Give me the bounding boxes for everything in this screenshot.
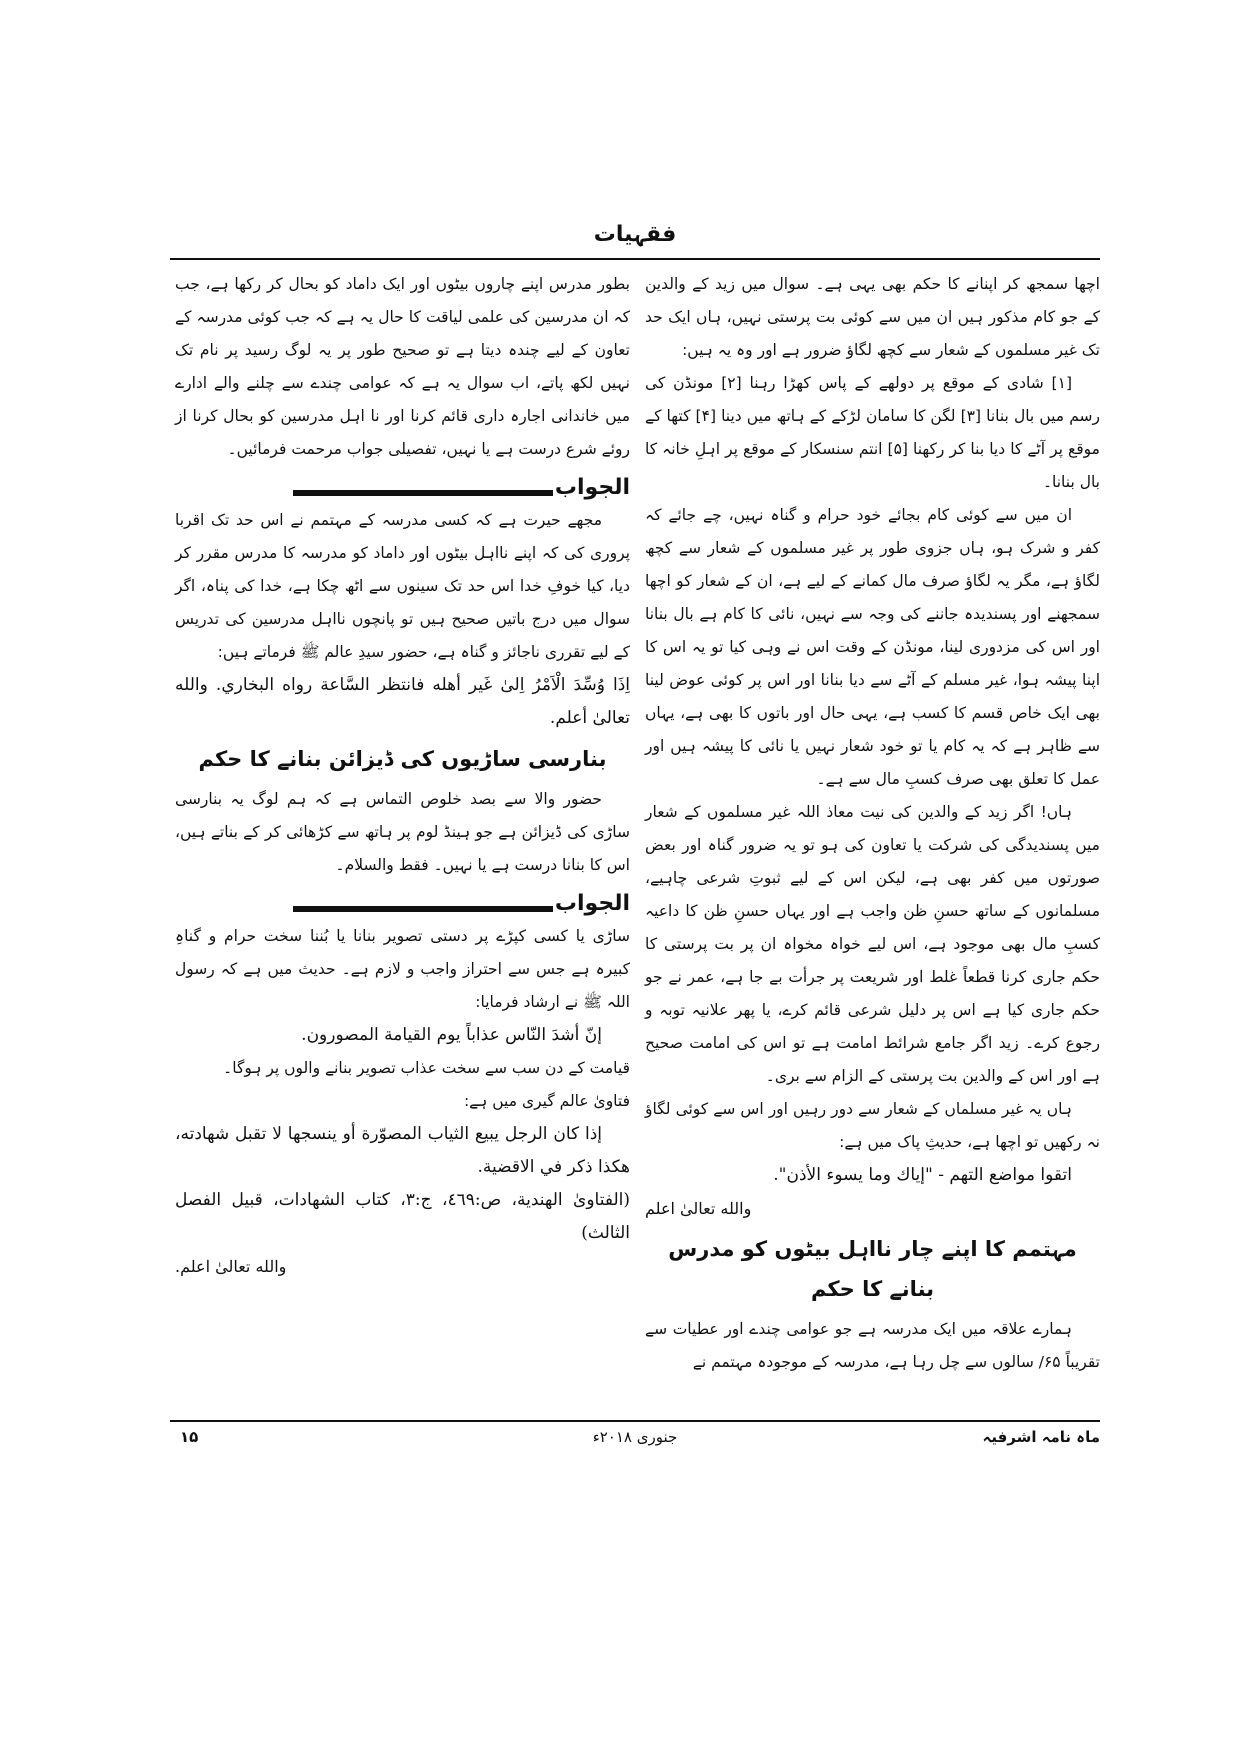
answer-paragraph: مجھے حیرت ہے کہ کسی مدرسہ کے مہتمم نے اس حد تک اقربا پروری کی کہ اپنے نااہل بیٹوں اور داماد کو مدرسہ کا مدرس مقرر کر دیا، کیا خوفِ خدا اس حد تک سینوں سے اٹھ چکا ہے، خدا کی پناہ، اگر سوال میں درج باتیں صحیح ہیں تو پانچوں نااہل مدرسین کی تدریس کے لیے تقرری ناجائز و گناہ ہے، حضور سیدِ عالم ﷺ فرماتے ہیں: (175, 511, 630, 661)
signoff: والله تعالىٰ اعلم. (175, 1257, 287, 1276)
footer-rule (170, 1420, 1100, 1422)
answer-heading (175, 470, 630, 504)
page-footer (170, 1428, 1100, 1458)
paragraph: [۱] شادی کے موقع پر دولھے کے پاس کھڑا رہنا [۲] مونڈن کی رسم میں بال بنانا [۳] لگن کا سامان لڑکے کے ہاتھ میں دینا [۴] کتھا کے موقع پر آٹے کا دیا بنا کر رکھنا [۵] انتم سنسکار کے موقع پر اہلِ خانہ کا بال بنانا۔ (645, 374, 1100, 491)
answer-label: الجواب (554, 891, 630, 916)
answer-rule (293, 490, 553, 496)
page-number: ۱۵ (180, 1428, 199, 1446)
question-paragraph: حضور والا سے بصد خلوص التماس ہے کہ ہم لوگ یہ بنارسی ساڑی کی ڈیزائن ہے جو ہینڈ لوم پر ہاتھ سے کڑھائی کر کے بناتے ہیں، اس کا بنانا درست ہے یا نہیں۔ فقط والسلام۔ (175, 790, 630, 874)
answer-heading (175, 886, 630, 920)
citation: (الفتاویٰ الهندية، ص:٤٦٩، ج:٣، كتاب الشهادات، قبيل الفصل الثالث) (175, 1190, 631, 1243)
paragraph: ان میں سے کوئی کام بجائے خود حرام و گناہ نہیں، چے جائے کہ کفر و شرک ہو، ہاں جزوی طور پر غیر مسلموں کے شعار سے کچھ لگاؤ ہے، مگر یہ لگاؤ صرف مال کمانے کے لیے ہے، ان کے شعار کو اچھا سمجھنے اور پسندیدہ جاننے کی وجہ سے نہیں، نائی کا کام ہے بال بنانا اور اس کی مزدوری لینا، مونڈن کے وقت اس نے وہی کیا تو یہ اس کا اپنا پیشہ ہوا، غیر مسلم کے آٹے سے دیا بنانا اور اس پر کوئی عوض لینا بھی ایک خاص قسم کا کسب ہے، یہی حال اور باتوں کا بھی ہے، یہاں سے ظاہر ہے کہ یہ کام یا تو خود شعار نہیں یا نائی کا پیشہ ہیں اور عمل کا تعلق بھی صرف کسبِ مال سے ہے۔ (645, 506, 1100, 788)
fatawa-intro: فتاویٰ عالم گیری میں ہے: (463, 1092, 630, 1110)
topic-title: مہتمم کا اپنے چار نااہل بیٹوں کو مدرس بنانے کا حکم (668, 1237, 1077, 1301)
section-title: فقہیات (593, 222, 677, 247)
arabic-fatawa: إذا كان الرجل يبيع الثياب المصوّرة أو ينسجها لا تقبل شهادته، هكذا ذكر في الاقضية. (175, 1124, 630, 1177)
page-header (170, 220, 1100, 260)
paragraph: اچھا سمجھ کر اپنانے کا حکم بھی یہی ہے۔ سوال میں زید کے والدین کے جو کام مذکور ہیں ان میں سے کوئی بت پرستی نہیں، ہاں ایک حد تک غیر مسلموں کے شعار سے کچھ لگاؤ ضرور ہے اور وہ یہ ہیں: (645, 275, 1100, 359)
signoff: والله تعالىٰ اعلم (645, 1199, 752, 1218)
arabic-hadith: اِذَا وُسِّدَ الْاَمْرُ اِلیٰ غَیر أهله فانتظر السَّاعة رواه البخاري. والله تعالىٰ أعلم. (175, 675, 630, 728)
issue-date: جنوری ۲۰۱۸ء (592, 1428, 678, 1446)
right-column (645, 268, 1100, 1379)
translation: قیامت کے دن سب سے سخت عذاب تصویر بنانے والوں پر ہوگا۔ (223, 1059, 630, 1077)
question-paragraph: ہمارے علاقہ میں ایک مدرسہ ہے جو عوامی چندے اور عطیات سے تقریباً ۶۵/ سالوں سے چل رہا ہے، مدرسہ کے موجودہ مہتمم نے (645, 1320, 1100, 1371)
hadith-quote: اتقوا مواضع التهم - "إياك وما يسوء الأذن". (773, 1165, 1072, 1185)
answer-paragraph: ساڑی یا کسی کپڑے پر دستی تصویر بنانا یا بُننا سخت حرام و گناہِ کبیرہ ہے جس سے احتراز واجب و لازم ہے۔ حدیث میں ہے کہ رسول اللہ ﷺ نے ارشاد فرمایا: (175, 927, 630, 1011)
magazine-name: ماہ نامہ اشرفیہ (982, 1428, 1100, 1446)
paragraph: ہاں! اگر زید کے والدین کی نیت معاذ اللہ غیر مسلموں کے شعار میں پسندیدگی کی شرکت یا تعاون کی ہو تو یہ ضرور گناہ اور بعض صورتوں میں کفر بھی ہے، لیکن اس کے لیے ثبوتِ شرعی چاہیے، مسلمانوں کے ساتھ حسنِ ظن واجب ہے اور یہاں حسنِ ظن کا داعیہ کسبِ مال بھی موجود ہے، اس لیے خواہ مخواہ ان پر بت پرستی کا حکم جاری کرنا قطعاً غلط اور شریعت پر جرأت بے جا ہے، عمر نے جو حکم جاری کیا ہے اس پر دلیل شرعی قائم کرے، یا پھر علانیہ توبہ و رجوع کرے۔ زید اگر جامع شرائط امامت ہے تو اس کی امامت صحیح ہے اور اس کے والدین بت پرستی کے الزام سے بری۔ (645, 803, 1100, 1085)
left-column (175, 268, 630, 1283)
answer-rule (293, 906, 553, 912)
arabic-hadith: إنّ أشدَ النّاس عذاباً يوم القيامة المصورون. (301, 1025, 602, 1045)
paragraph: ہاں یہ غیر مسلماں کے شعار سے دور رہیں اور اس سے کوئی لگاؤ نہ رکھیں تو اچھا ہے، حدیثِ پاک میں ہے: (645, 1100, 1100, 1151)
topic-title: بنارسی ساڑیوں کی ڈیزائن بنانے کا حکم (198, 747, 607, 771)
question-paragraph: بطور مدرس اپنے چاروں بیٹوں اور ایک داماد کو بحال کر رکھا ہے، جب کہ ان مدرسین کی علمی لیاقت کا حال یہ ہے کہ جب کوئی مدرسہ کے تعاون کے لیے چندہ دیتا ہے تو صحیح طور پر یہ لوگ رسید پر نام تک نہیں لکھ پاتے، اب سوال یہ ہے کہ عوامی چندے سے چلنے والے ادارے میں خاندانی اجارہ داری قائم کرنا اور نا اہل مدرسین کو بحال کرنا از روئے شرع درست ہے یا نہیں، تفصیلی جواب مرحمت فرمائیں۔ (175, 275, 630, 458)
header-rule (170, 258, 1100, 260)
answer-label: الجواب (554, 475, 630, 500)
